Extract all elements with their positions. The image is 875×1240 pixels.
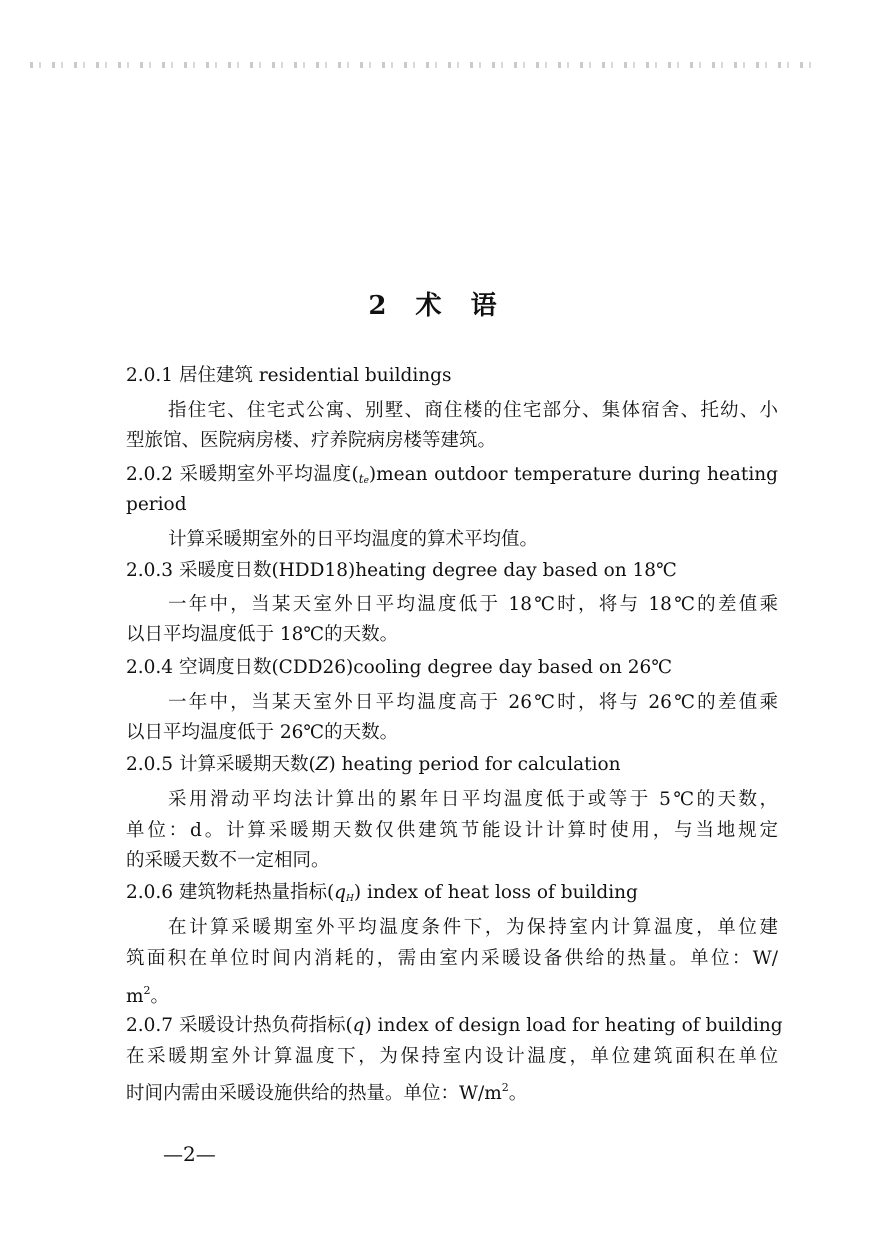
- term-heading: 2.0.5 计算采暖期天数(Z) heating period for calculation: [126, 754, 621, 775]
- term-definition: 采用滑动平均法计算出的累年日平均温度低于或等于 5℃的天数，: [168, 789, 778, 810]
- term-heading: period: [126, 494, 187, 515]
- term-definition: 单位：d。计算采暖期天数仅供建筑节能设计计算时使用，与当地规定: [126, 820, 778, 841]
- term-heading: 2.0.1 居住建筑 residential buildings: [126, 365, 452, 386]
- term-definition: 时间内需由采暖设施供给的热量。单位：$W/m^2$。: [126, 1081, 528, 1104]
- term-definition: $m^2$。: [126, 984, 170, 1007]
- term-definition: 指住宅、住宅式公寓、别墅、商住楼的住宅部分、集体宿舍、托幼、小: [168, 400, 778, 421]
- term-heading: 2.0.7 采暖设计热负荷指标(q) index of design load for heating of building: [126, 1015, 783, 1036]
- term-heading: 2.0.6 建筑物耗热量指标$(q_H)$ index of heat loss of building: [126, 882, 638, 904]
- term-definition: 计算采暖期室外的日平均温度的算术平均值。: [168, 529, 539, 550]
- scan-artifact: [30, 62, 820, 68]
- term-definition: 型旅馆、医院病房楼、疗养院病房楼等建筑。: [126, 430, 497, 451]
- term-heading: 2.0.4 空调度日数(CDD26)cooling degree day based on 26℃: [126, 657, 673, 678]
- term-heading: 2.0.3 采暖度日数(HDD18)heating degree day based on 18℃: [126, 560, 677, 581]
- page-number: —2—: [163, 1142, 216, 1166]
- term-definition: 在采暖期室外计算温度下，为保持室内设计温度，单位建筑面积在单位: [126, 1046, 778, 1067]
- term-definition: 以日平均温度低于 18℃的天数。: [126, 624, 399, 645]
- term-definition: 在计算采暖期室外平均温度条件下，为保持室内计算温度，单位建: [168, 917, 778, 938]
- term-definition: 的采暖天数不一定相同。: [126, 850, 330, 871]
- term-heading: 2.0.2 采暖期室外平均温度$(_{te})mean$ outdoor temperature during heating: [126, 464, 778, 486]
- term-definition: 一年中，当某天室外日平均温度低于 18℃时，将与 18℃的差值乘: [168, 594, 778, 615]
- chapter-title: 2 术 语: [368, 291, 507, 321]
- term-definition: 以日平均温度低于 26℃的天数。: [126, 722, 399, 743]
- term-definition: 筑面积在单位时间内消耗的，需由室内采暖设备供给的热量。单位：W/: [126, 948, 778, 969]
- term-definition: 一年中，当某天室外日平均温度高于 26℃时，将与 26℃的差值乘: [168, 692, 778, 713]
